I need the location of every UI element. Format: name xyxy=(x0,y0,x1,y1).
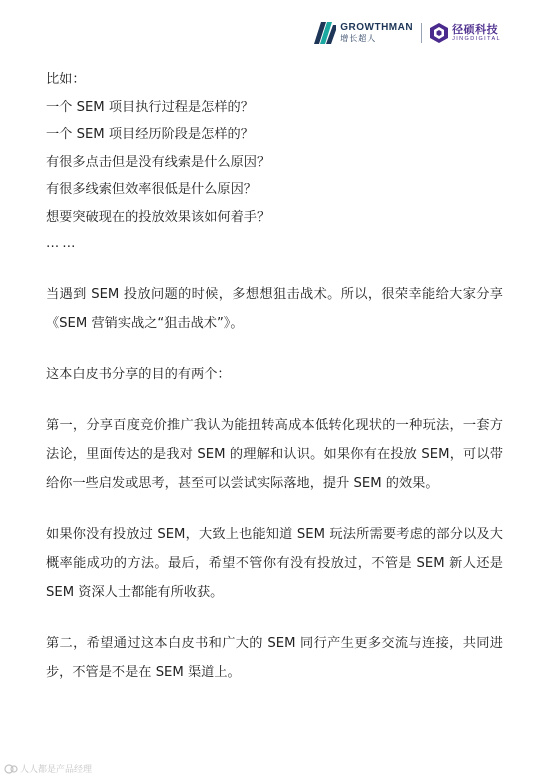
question-item: 一个 SEM 项目执行过程是怎样的？ xyxy=(46,99,254,115)
page-header xyxy=(314,18,501,48)
document-body xyxy=(46,66,503,687)
paragraph: 这本白皮书分享的目的有两个： xyxy=(46,366,231,382)
question-item: 有很多线索但效率很低是什么原因？ xyxy=(46,182,257,198)
jingdigital-logo-icon xyxy=(430,23,448,43)
intro-lead: 比如： xyxy=(46,72,86,87)
jingdigital-name-en: JINGDIGITAL xyxy=(452,35,501,42)
intro-ellipsis: …… xyxy=(46,235,79,251)
question-item: 想要突破现在的投放效果该如何着手？ xyxy=(46,209,271,225)
jingdigital-logo xyxy=(430,23,501,43)
growthman-logo xyxy=(314,22,413,44)
intro-questions xyxy=(46,66,503,252)
jingdigital-name-cn: 径硕科技 xyxy=(452,22,499,36)
question-item: 有很多点击但是没有线索是什么原因？ xyxy=(46,154,271,170)
paragraph: 第二，希望通过这本白皮书和广大的 SEM 同行产生更多交流与连接，共同进步，不管是不是在 SEM 渠道上。 xyxy=(46,635,503,680)
growthman-name-en: GROWTHMAN xyxy=(340,22,414,33)
growthman-name-cn: 增长超人 xyxy=(340,34,377,43)
watermark-text: 人人都是产品经理 xyxy=(20,765,93,775)
growthman-logo-icon xyxy=(314,22,336,44)
paragraph: 第一，分享百度竞价推广我认为能扭转高成本低转化现状的一种玩法，一套方法论，里面传达的是我对 SEM 的理解和认识。如果你有在投放 SEM，可以带给你一些启发或思考，甚至可以尝试实际落地，提升 SEM 的效果。 xyxy=(46,417,503,491)
watermark xyxy=(4,762,92,775)
watermark-logo-icon xyxy=(4,763,18,775)
paragraph: 当遇到 SEM 投放问题的时候，多想想狙击战术。所以，很荣幸能给大家分享《SEM 营销实战之“狙击战术”》。 xyxy=(46,286,503,331)
question-item: 一个 SEM 项目经历阶段是怎样的？ xyxy=(46,127,254,143)
header-divider xyxy=(421,23,422,43)
paragraph: 如果你没有投放过 SEM，大致上也能知道 SEM 玩法所需要考虑的部分以及大概率能成功的方法。最后，希望不管你有没有投放过，不管是 SEM 新人还是 SEM 资深人士都能有所收获。 xyxy=(46,526,503,600)
